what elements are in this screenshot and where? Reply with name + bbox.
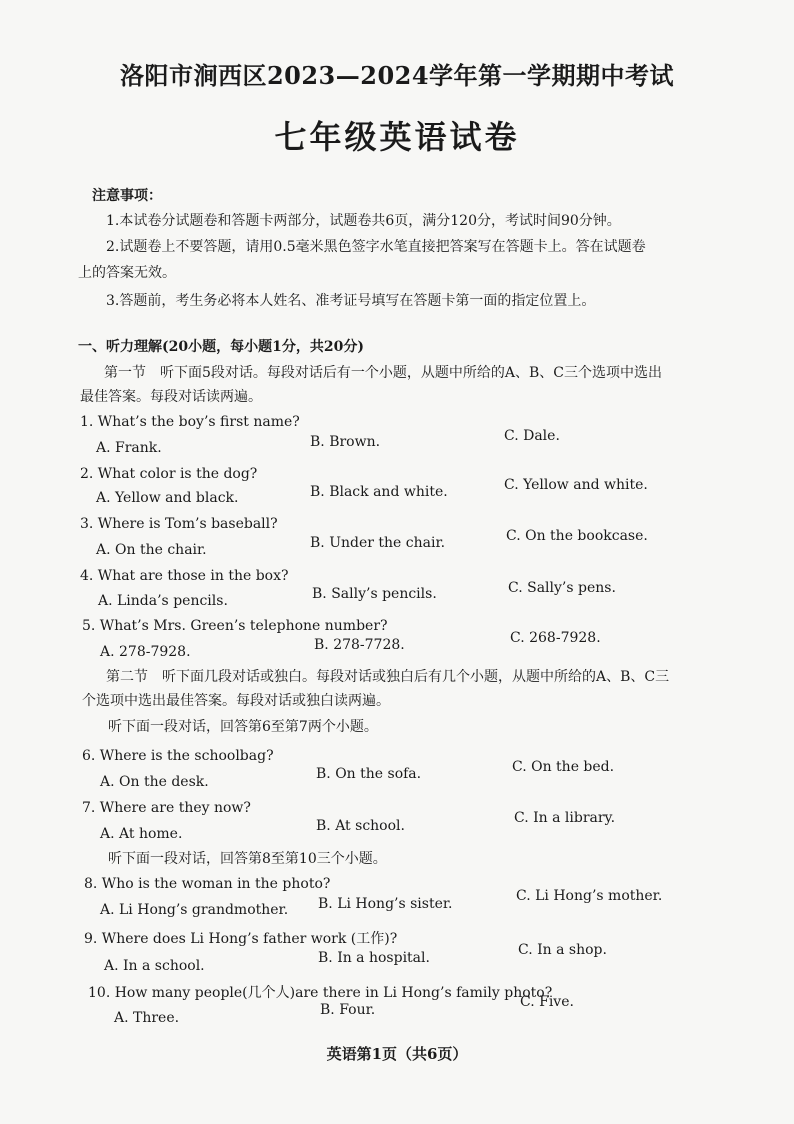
part2-instruction: 第二节 听下面几段对话或独白。每段对话或独白后有几个小题，从题中所给的A、B、C三 bbox=[106, 669, 670, 685]
option-c: C. In a library. bbox=[514, 810, 616, 826]
question: 3. Where is Tom’s baseball? bbox=[80, 516, 278, 532]
question: 7. Where are they now? bbox=[82, 800, 251, 816]
part1-instruction: 最佳答案。每段对话读两遍。 bbox=[80, 389, 262, 405]
option-b: B. On the sofa. bbox=[316, 766, 422, 782]
option-b: B. Sally’s pencils. bbox=[312, 586, 437, 602]
question: 1. What’s the boy’s first name? bbox=[80, 414, 300, 430]
option-c: C. In a shop. bbox=[518, 942, 607, 958]
dialogue-instruction: 听下面一段对话，回答第8至第10三个小题。 bbox=[108, 851, 387, 867]
notice-item: 上的答案无效。 bbox=[78, 265, 176, 281]
option-a: A. 278-7928. bbox=[100, 644, 191, 660]
option-a: A. In a school. bbox=[104, 958, 205, 974]
option-c: C. 268-7928. bbox=[510, 630, 601, 646]
option-b: B. Brown. bbox=[310, 434, 381, 450]
exam-subtitle: 七年级英语试卷 bbox=[274, 118, 520, 156]
option-c: C. Li Hong’s mother. bbox=[516, 888, 663, 904]
part2-instruction: 个选项中选出最佳答案。每段对话或独白读两遍。 bbox=[82, 693, 390, 709]
part1-instruction: 第一节 听下面5段对话。每段对话后有一个小题，从题中所给的A、B、C三个选项中选出 bbox=[104, 365, 663, 381]
option-a: A. On the desk. bbox=[100, 774, 209, 790]
section-title: 一、听力理解(20小题，每小题1分，共20分) bbox=[78, 339, 364, 355]
notice-heading: 注意事项： bbox=[92, 188, 162, 204]
notice-item: 2.试题卷上不要答题，请用0.5毫米黑色签字水笔直接把答案写在答题卡上。答在试题卷 bbox=[106, 239, 646, 255]
question: 4. What are those in the box? bbox=[80, 568, 289, 584]
option-c: C. On the bed. bbox=[512, 759, 615, 775]
exam-title: 洛阳市涧西区2023—2024学年第一学期期中考试 bbox=[119, 61, 675, 90]
option-b: B. In a hospital. bbox=[318, 950, 430, 966]
option-a: A. Linda’s pencils. bbox=[98, 593, 228, 609]
option-c: C. Five. bbox=[520, 994, 574, 1010]
option-c: C. Dale. bbox=[504, 428, 560, 444]
option-a: A. Yellow and black. bbox=[96, 490, 239, 506]
option-a: A. On the chair. bbox=[96, 542, 207, 558]
option-a: A. At home. bbox=[100, 826, 183, 842]
question: 10. How many people(几个人)are there in Li Hong’s family photo? bbox=[88, 985, 553, 1001]
page-footer: 英语第1页（共6页） bbox=[326, 1045, 468, 1063]
option-b: B. Under the chair. bbox=[310, 535, 446, 551]
option-b: B. Li Hong’s sister. bbox=[318, 896, 453, 912]
option-c: C. Yellow and white. bbox=[504, 477, 648, 493]
notice-item: 3.答题前，考生务必将本人姓名、准考证号填写在答题卡第一面的指定位置上。 bbox=[106, 293, 596, 309]
option-a: A. Frank. bbox=[96, 440, 162, 456]
option-b: B. Four. bbox=[320, 1002, 376, 1018]
option-a: A. Li Hong’s grandmother. bbox=[100, 902, 289, 918]
question: 8. Who is the woman in the photo? bbox=[84, 876, 331, 892]
option-b: B. At school. bbox=[316, 818, 405, 834]
option-a: A. Three. bbox=[114, 1010, 180, 1026]
dialogue-instruction: 听下面一段对话，回答第6至第7两个小题。 bbox=[108, 719, 378, 735]
option-c: C. Sally’s pens. bbox=[508, 580, 616, 596]
question: 9. Where does Li Hong’s father work (工作)? bbox=[84, 931, 398, 947]
question: 6. Where is the schoolbag? bbox=[82, 748, 274, 764]
question: 2. What color is the dog? bbox=[80, 466, 258, 482]
question: 5. What’s Mrs. Green’s telephone number? bbox=[82, 618, 388, 634]
option-b: B. 278-7728. bbox=[314, 637, 405, 653]
option-b: B. Black and white. bbox=[310, 484, 448, 500]
option-c: C. On the bookcase. bbox=[506, 528, 648, 544]
notice-item: 1.本试卷分试题卷和答题卡两部分，试题卷共6页，满分120分，考试时间90分钟。 bbox=[106, 213, 621, 229]
